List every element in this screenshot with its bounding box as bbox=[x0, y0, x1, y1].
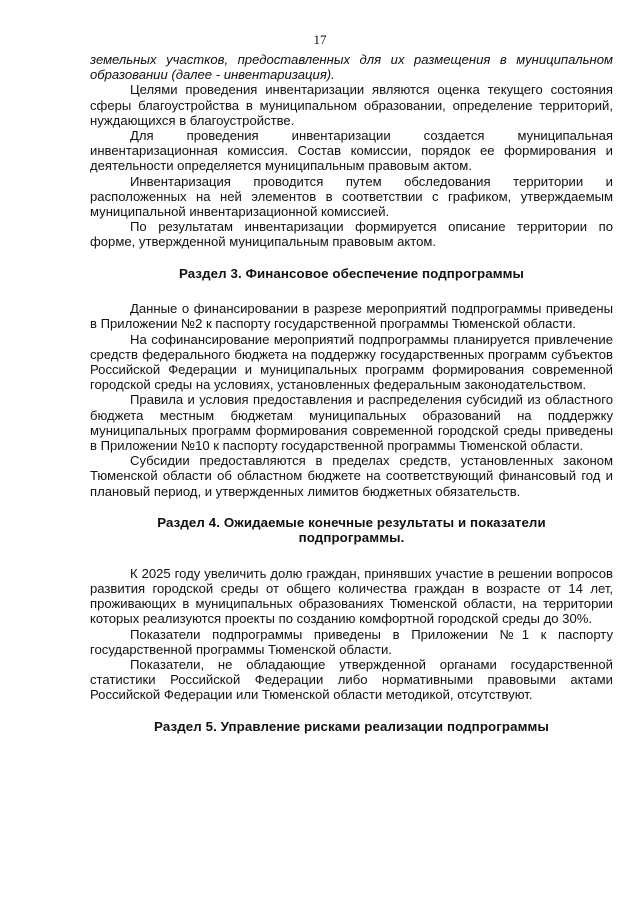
paragraph: Целями проведения инвентаризации являются оценка текущего состояния сферы благоустройства в муниципальном образовании, определение территорий, нуждающихся в благоустройстве. bbox=[90, 82, 613, 128]
paragraph: Для проведения инвентаризации создается муниципальная инвентаризационная комиссия. Состав комиссии, порядок ее формирования и деятельности определяется муниципальным правовым актом. bbox=[90, 128, 613, 174]
paragraph: Данные о финансировании в разрезе мероприятий подпрограммы приведены в Приложении №2 к паспорту государственной программы Тюменской области. bbox=[90, 301, 613, 332]
paragraph: Показатели, не обладающие утвержденной органами государственной статистики Российской Федерации либо нормативными правовыми актами Российской Федерации или Тюменской области методикой, отсутствуют. bbox=[90, 657, 613, 703]
page-number: 17 bbox=[313, 32, 327, 47]
document-body bbox=[90, 52, 613, 734]
paragraph: Инвентаризация проводится путем обследования территории и расположенных на ней элементов в соответствии с графиком, утверждаемым муниципальной инвентаризационной комиссией. bbox=[90, 173, 613, 220]
paragraph: Субсидии предоставляются в пределах средств, установленных законом Тюменской области об областном бюджете на соответствующий финансовый год и плановый период, и утвержденных лимитов бюджетных обязательств. bbox=[90, 453, 613, 499]
paragraph: По результатам инвентаризации формируется описание территории по форме, утвержденной муниципальным правовым актом. bbox=[90, 219, 613, 250]
paragraph: К 2025 году увеличить долю граждан, принявших участие в решении вопросов развития городской среды от общего количества граждан в возрасте от 14 лет, проживающих в муниципальных образованиях Тюменской области, на территории которых реализуются проекты по созданию комфортной городской среды до 30%. bbox=[90, 565, 613, 627]
section-4-heading bbox=[90, 515, 613, 546]
section-3-heading: Раздел 3. Финансовое обеспечение подпрограммы bbox=[178, 265, 525, 281]
intro-italic-text: земельных участков, предоставленных для их размещения в муниципальном образовании (далее - инвентаризация). bbox=[90, 52, 613, 83]
section-4-heading-line-2: подпрограммы. bbox=[298, 530, 405, 546]
section-5-heading: Раздел 5. Управление рисками реализации подпрограммы bbox=[154, 718, 549, 734]
section-4-heading-line-1: Раздел 4. Ожидаемые конечные результаты и показатели bbox=[157, 514, 546, 530]
paragraph: Правила и условия предоставления и распределения субсидий из областного бюджета местным бюджетам муниципальных образований на поддержку муниципальных программ формирования современной городской среды приведены в Приложении №10 к паспорту государственной программы Тюменской области. bbox=[90, 392, 613, 453]
paragraph: На софинансирование мероприятий подпрограммы планируется привлечение средств федерального бюджета на поддержку государственных программ субъектов Российской Федерации и муниципальных программ формирования современной городской среды на условиях, установленных федеральным законодательством. bbox=[90, 331, 613, 393]
paragraph: Показатели подпрограммы приведены в Приложении №1 к паспорту государственной программы Тюменской области. bbox=[90, 626, 613, 657]
